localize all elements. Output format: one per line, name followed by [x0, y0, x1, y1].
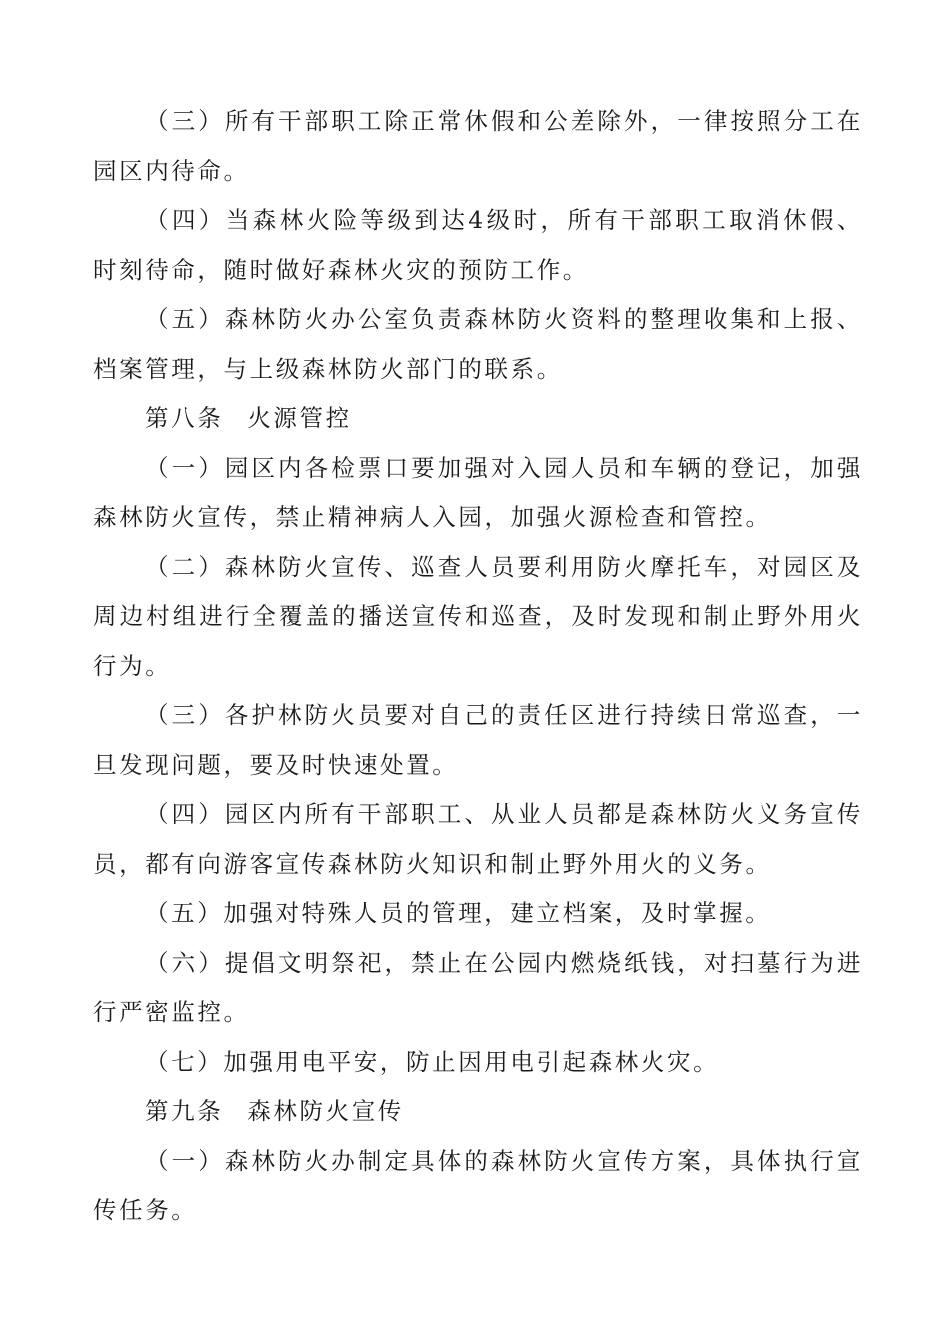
paragraph-item-5: （五）森林防火办公室负责森林防火资料的整理收集和上报、档案管理，与上级森林防火部门的联系。	[93, 305, 863, 383]
paragraph-item-3: （三）所有干部职工除正常休假和公差除外，一律按照分工在园区内待命。	[93, 107, 863, 185]
paragraph-item-4: （四）当森林火险等级到达4级时，所有干部职工取消休假、时刻待命，随时做好森林火灾的预防工作。	[93, 206, 863, 284]
article-8-item-1: （一）园区内各检票口要加强对入园人员和车辆的登记，加强森林防火宣传，禁止精神病人入园，加强火源检查和管控。	[93, 453, 863, 531]
article-8-item-5: （五）加强对特殊人员的管理，建立档案，及时掌握。	[145, 899, 772, 927]
article-9-item-1: （一）森林防火办制定具体的森林防火宣传方案，具体执行宣传任务。	[93, 1146, 863, 1224]
article-8-item-7: （七）加强用电平安，防止因用电引起森林火灾。	[145, 1047, 720, 1076]
article-8-title: 火源管控	[247, 404, 352, 432]
article-8-item-2: （二）森林防火宣传、巡查人员要利用防火摩托车，对园区及周边村组进行全覆盖的播送宣传和巡查，及时发现和制止野外用火行为。	[93, 552, 863, 680]
article-8-item-4: （四）园区内所有干部职工、从业人员都是森林防火义务宣传员，都有向游客宣传森林防火知识和制止野外用火的义务。	[93, 800, 863, 878]
article-9-heading	[93, 1087, 863, 1137]
article-8-item-6: （六）提倡文明祭祀，禁止在公园内燃烧纸钱，对扫墓行为进行严密监控。	[93, 948, 863, 1026]
article-9-title: 森林防火宣传	[247, 1097, 404, 1125]
article-8-heading	[93, 394, 863, 444]
document-body	[93, 97, 863, 1236]
article-8-item-3: （三）各护林防火员要对自己的责任区进行持续日常巡查，一旦发现问题，要及时快速处置。	[93, 701, 863, 779]
article-9-number: 第九条	[145, 1097, 224, 1125]
article-8-number: 第八条	[145, 404, 224, 432]
